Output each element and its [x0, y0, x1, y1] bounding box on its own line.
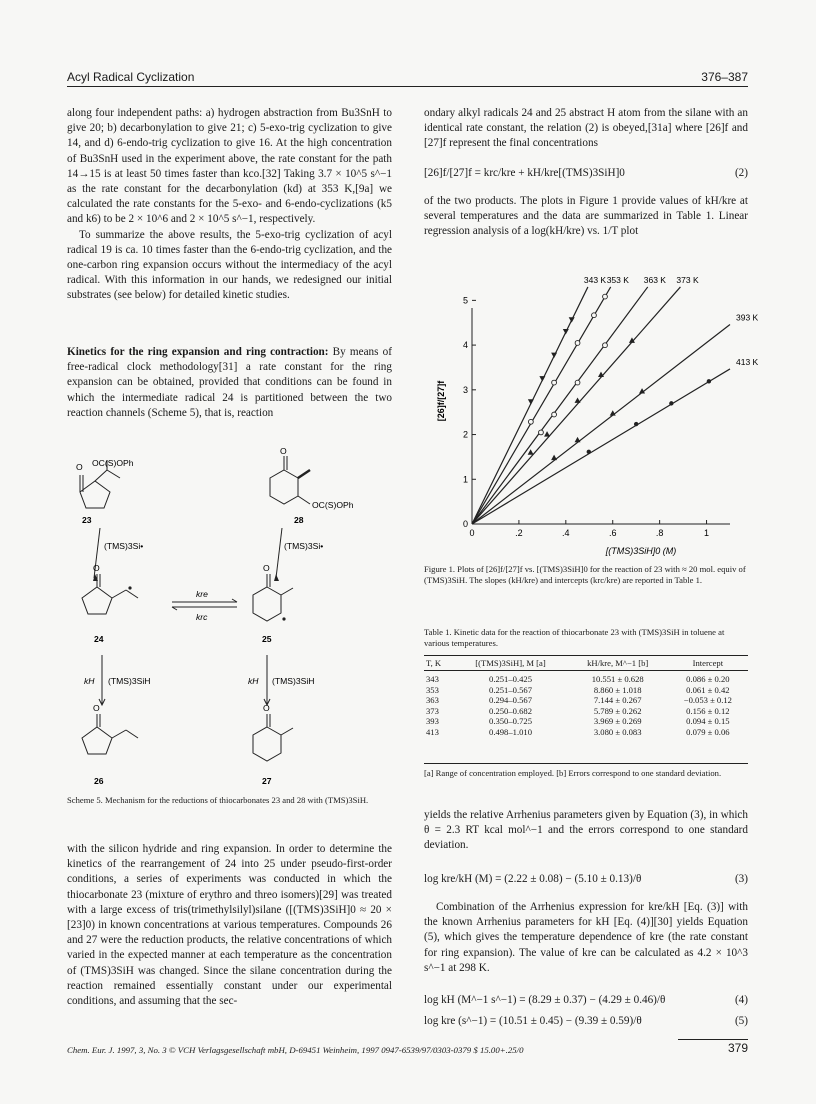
substituent-label-28: OC(S)OPh: [312, 500, 354, 510]
footer-rule: [678, 1039, 748, 1040]
table-cell: 0.350–0.725: [489, 716, 532, 727]
series-line: [472, 287, 648, 524]
data-point: [575, 380, 580, 385]
equation-body: log kre (s^−1) = (10.51 ± 0.45) − (9.39 ± 0.59)/θ: [424, 1015, 642, 1027]
page-range: 376–387: [701, 70, 748, 84]
table-row: [424, 695, 748, 706]
reagent-label: (TMS)3Si•: [104, 541, 144, 551]
rate-constant-kh: kH: [84, 676, 95, 686]
data-point: [528, 449, 534, 454]
data-point: [592, 313, 597, 318]
page-number: 379: [727, 1041, 748, 1055]
paragraph-text: By means of free-radical clock methodology[31] a rate constant for the ring expansion can be obtained, provided that conditions can be found in which the intermediate radical 24 is partitioned between the two reaction channels (Scheme 5), that is, reaction: [67, 346, 392, 419]
left-column-top: [67, 106, 392, 304]
table-cell: 0.251–0.567: [489, 684, 532, 695]
table-cell: 0.079 ± 0.06: [686, 726, 730, 737]
paragraph: To summarize the above results, the 5-exo-trig cyclization of acyl radical 19 is ca. 10 times faster than the 6-endo-trig cyclization, and the one-carbon ring expansion occurs without the intermediacy of the acyl radical. With this information in our hands, we redesigned our initial substrates (see below) for detailed kinetic studies.: [67, 228, 392, 302]
series-label: 393 K: [736, 312, 759, 323]
data-point: [634, 422, 638, 426]
cyclohexane-ring-25: [253, 587, 281, 621]
table-cell: 0.294–0.567: [489, 695, 532, 706]
equation-number: (4): [734, 994, 748, 1006]
y-tick-label: 0: [462, 519, 468, 529]
oxygen-label: O: [93, 703, 100, 713]
series-line: [472, 287, 611, 524]
table-cell: 0.061 ± 0.42: [686, 684, 730, 695]
series-line: [472, 325, 730, 524]
table-cell: 0.156 ± 0.12: [686, 705, 730, 716]
equation-number: (5): [734, 1015, 748, 1027]
table-cell: 0.086 ± 0.20: [686, 674, 730, 684]
table-1: [424, 655, 748, 741]
table-row: [424, 727, 748, 741]
compound-number-28: 28: [294, 515, 304, 525]
equation-number: (3): [734, 873, 748, 885]
paragraph: along four independent paths: a) hydrogen abstraction from Bu3SnH to give 20; b) decarbonylation to give 21; c) 5-exo-trig cyclization to give 14, and d) 6-endo-trig cyclization to give 16. At the high concentration of Bu3SnH used in the experiment above, the rate constant for the path 14→15 is at least 50 times faster than kco.[32] Taking 3.7 × 10^5 s^−1 as the rate constant for the decarbonylation (kd) at 353 K,[9a] we calculated the rate constants for the 5-exo- and 6-endo-cyclizations (k5 and k6) to be 2 × 10^6 and 2 × 10^5 s^−1, respectively.: [67, 107, 392, 226]
cyclohexane-ring-28: [270, 470, 298, 504]
x-tick-label: 1: [704, 528, 710, 538]
footer-citation: Chem. Eur. J. 1997, 3, No. 3 © VCH Verlagsgesellschaft mbH, D-69451 Weinheim, 1997 0947-6539/97/0303-0379 $ 15.00+.25/0: [67, 1045, 524, 1055]
figure-1-chart: [430, 272, 759, 562]
compound-number-25: 25: [262, 634, 272, 644]
rate-constant-krc: krc: [196, 612, 208, 622]
equation-4: [424, 994, 748, 1006]
compound-number-24: 24: [94, 634, 104, 644]
reagent-label: (TMS)3SiH: [108, 676, 151, 686]
data-point: [528, 399, 534, 404]
table-cell: 373: [426, 705, 439, 716]
compound-number-23: 23: [82, 515, 92, 525]
series-line: [472, 287, 588, 524]
data-point: [575, 437, 581, 442]
table-cell: 343: [426, 674, 439, 684]
table-header-cell: kH/kre, M^−1 [b]: [568, 656, 668, 671]
oxygen-label: O: [263, 563, 270, 573]
data-point: [539, 376, 545, 381]
table-cell: 0.250–0.682: [489, 705, 532, 716]
series-label: 373 K: [676, 274, 699, 285]
x-tick-label: .8: [655, 528, 664, 538]
cyclopentane-ring-24: [82, 587, 112, 614]
series-label: 353 K: [606, 274, 629, 285]
table-cell: 413: [426, 726, 439, 737]
figure-caption: Figure 1. Plots of [26]f/[27]f vs. [(TMS)3SiH]0 for the reaction of 23 with ≈ 20 mol. equiv of (TMS)3SiH. The slopes (kH/kre) and intercepts (krc/kre) are reported in Table 1.: [424, 564, 746, 585]
table-cell: 8.860 ± 1.018: [593, 684, 642, 695]
header-rule: [67, 86, 748, 87]
table-row: [424, 671, 748, 685]
data-point: [544, 431, 550, 436]
data-point: [587, 450, 591, 454]
cyclopentane-ring-26: [82, 727, 112, 754]
data-point: [603, 343, 608, 348]
y-tick-label: 4: [462, 340, 468, 351]
table-cell: 0.251–0.425: [489, 674, 532, 684]
data-point: [539, 430, 544, 435]
x-tick-label: .6: [608, 528, 617, 538]
table-cell: 353: [426, 684, 439, 695]
data-point: [603, 294, 608, 299]
table-cell: 393: [426, 716, 439, 727]
equation-2: [424, 167, 748, 179]
left-column-bottom: [67, 842, 392, 1009]
data-point: [707, 379, 711, 383]
equation-body: log kre/kH (M) = (2.22 ± 0.08) − (5.10 ± 0.13)/θ: [424, 873, 642, 885]
table-cell: 3.080 ± 0.083: [593, 726, 642, 737]
table-row: [424, 716, 748, 727]
x-axis-label: [(TMS)3SiH]0 (M): [605, 546, 677, 556]
series-label: 413 K: [736, 356, 759, 367]
table-header-cell: [(TMS)3SiH], M [a]: [453, 656, 567, 671]
oxygen-label: O: [76, 462, 83, 472]
table-cell: 10.551 ± 0.628: [591, 674, 644, 684]
table-footnote: [a] Range of concentration employed. [b] Errors correspond to one standard deviation.: [424, 763, 748, 779]
table-cell: 0.498–1.010: [489, 726, 532, 737]
scheme-caption: Scheme 5. Mechanism for the reductions of thiocarbonates 23 and 28 with (TMS)3SiH.: [67, 795, 369, 805]
data-point: [575, 341, 580, 346]
table-cell: 5.789 ± 0.262: [593, 705, 642, 716]
table-header-row: [424, 656, 748, 671]
table-cell: 363: [426, 695, 439, 706]
oxygen-label: O: [280, 446, 287, 456]
substituent-label-23: OC(S)OPh: [92, 458, 134, 468]
paragraph: ondary alkyl radicals 24 and 25 abstract H atom from the silane with an identical rate constant, the relation (2) is obeyed,[31a] where [26]f and [27]f represent the final concentrations: [424, 107, 748, 150]
table-row: [424, 706, 748, 717]
series-label: 363 K: [643, 274, 666, 285]
data-point: [551, 353, 557, 358]
equation-5: [424, 1015, 748, 1027]
right-column-top: [424, 106, 748, 152]
table-caption: Table 1. Kinetic data for the reaction of thiocarbonate 23 with (TMS)3SiH in toluene at various temperatures.: [424, 627, 725, 648]
run-in-heading: Kinetics for the ring expansion and ring contraction:: [67, 346, 329, 358]
data-point: [552, 412, 557, 417]
table-cell: 0.094 ± 0.15: [686, 716, 730, 727]
right-column-mid: [424, 194, 748, 240]
table-header-cell: Intercept: [668, 656, 748, 671]
table-cell: 3.969 ± 0.269: [593, 716, 642, 727]
series-line: [472, 369, 730, 524]
data-point: [569, 317, 575, 322]
x-tick-label: .4: [562, 528, 570, 538]
reagent-label: (TMS)3Si•: [284, 541, 324, 551]
paragraph: of the two products. The plots in Figure 1 provide values of kH/kre at several temperatures and the data are summarized in Table 1. Linear regression analysis of a log(kH/kre) vs. 1/T plot: [424, 195, 748, 238]
right-column-lower: [424, 808, 748, 854]
y-tick-label: 1: [462, 474, 468, 485]
rate-constant-kh: kH: [248, 676, 259, 686]
paragraph: yields the relative Arrhenius parameters given by Equation (3), in which θ = 2.3 RT kcal mol^−1 and the errors correspond to one standard deviation.: [424, 809, 748, 852]
oxygen-label: O: [93, 563, 100, 573]
x-tick-label: 0: [469, 528, 475, 538]
data-point: [669, 401, 673, 405]
table-cell: 7.144 ± 0.267: [593, 695, 642, 706]
table-header-cell: T, K: [424, 656, 453, 671]
data-point: [552, 380, 557, 385]
compound-number-27: 27: [262, 776, 272, 786]
cyclopentane-ring-23: [80, 481, 110, 508]
oxygen-label: O: [263, 703, 270, 713]
y-tick-label: 5: [462, 295, 468, 306]
paragraph: Combination of the Arrhenius expression for kre/kH [Eq. (3)] with the known Arrhenius parameters for kH [Eq. (4)][30] yields Equation (5), which gives the temperature dependence of kre (the rate constant for ring expansion). The value of kre can be calculated as 4.2 × 10^3 s^−1 at 298 K.: [424, 901, 748, 974]
arrow-28-to-25: [276, 528, 282, 578]
paragraph: [67, 345, 392, 421]
left-column-kinetics: [67, 345, 392, 421]
paragraph: with the silicon hydride and ring expansion. In order to determine the kinetics of the rearrangement of 24 into 25 under pseudo-first-order conditions, a series of experiments was conducted in which the thiocarbonate 23 (mixture of erythro and threo isomers)[29] was treated with a large excess of tris(trimethylsilyl)silane ([(TMS)3SiH]0 ≈ 20 × [23]0) in known concentrations at various temperatures. Compounds 26 and 27 were the reduction products, the relative concentrations of which varied in the expected manner at each temperature as the concentration of (TMS)3SiH was changed. Since the silane concentration during the reaction remained essentially constant under our experimental conditions, and assuming that the sec-: [67, 843, 392, 1008]
data-point: [551, 455, 557, 460]
equation-body: [26]f/[27]f = krc/kre + kH/kre[(TMS)3SiH]0: [424, 167, 625, 179]
table-cell: −0.053 ± 0.12: [683, 695, 732, 706]
series-line: [472, 287, 680, 524]
equation-3: [424, 873, 748, 885]
data-point: [528, 419, 533, 424]
cyclohexane-ring-27: [253, 727, 281, 761]
equation-number: (2): [734, 167, 748, 179]
compound-number-26: 26: [94, 776, 104, 786]
equation-body: log kH (M^−1 s^−1) = (8.29 ± 0.37) − (4.29 ± 0.46)/θ: [424, 994, 666, 1006]
series-label: 343 K: [583, 274, 607, 285]
right-column-bottom: [424, 900, 748, 976]
x-tick-label: .2: [515, 528, 523, 538]
scheme-5: [62, 446, 402, 790]
running-title: Acyl Radical Cyclization: [67, 70, 195, 84]
y-axis-label: [26]f/[27]f: [436, 380, 446, 422]
rate-constant-kre: kre: [196, 589, 208, 599]
y-tick-label: 3: [462, 384, 468, 395]
data-point: [563, 329, 569, 334]
y-tick-label: 2: [462, 429, 468, 440]
table-row: [424, 685, 748, 696]
data-point: [575, 398, 581, 403]
reagent-label: (TMS)3SiH: [272, 676, 315, 686]
